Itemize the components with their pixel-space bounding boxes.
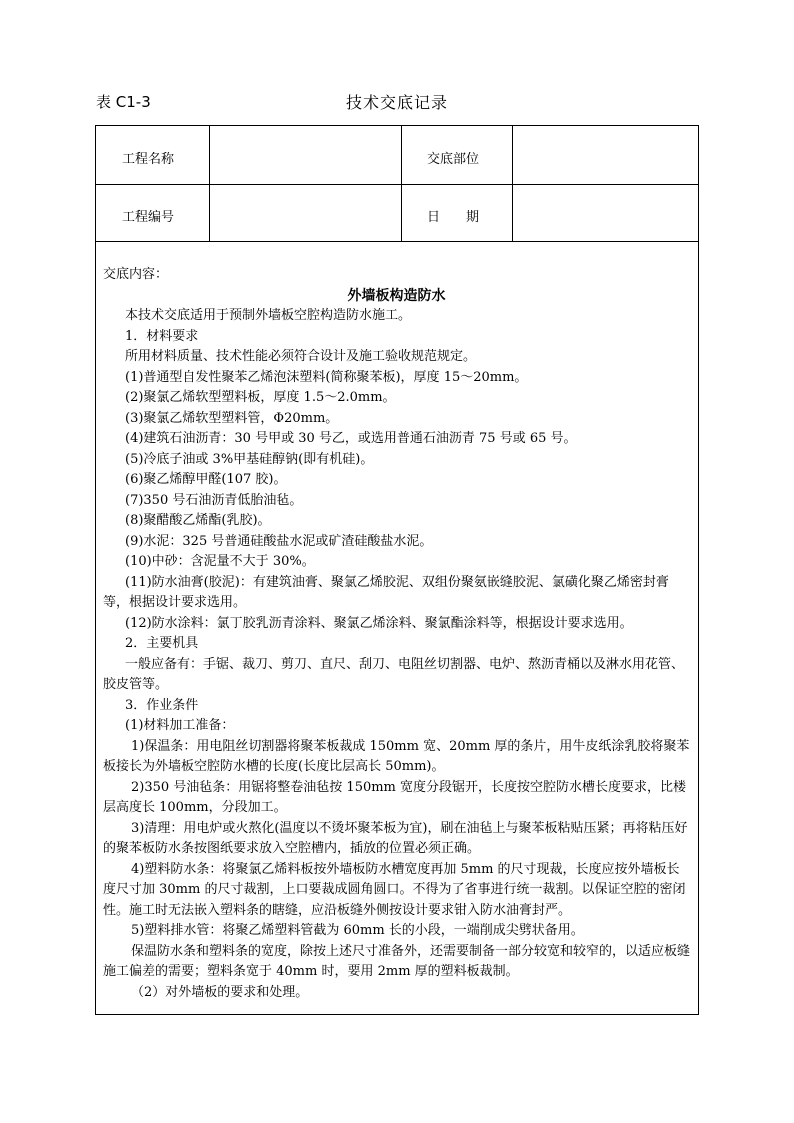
content-paragraph: (8)聚醋酸乙烯酯(乳胶)。: [125, 513, 271, 528]
content-heading: 外墙板构造防水: [347, 287, 446, 304]
form-title: 技术交底记录: [345, 93, 448, 112]
disclosure-content: [96, 242, 698, 1014]
header-row-2: [96, 185, 698, 242]
content-label: 交底内容：: [103, 267, 169, 282]
content-paragraph: (9)水泥：325 号普通硅酸盐水泥或矿渣硅酸盐水泥。: [125, 533, 433, 549]
content-paragraph: (10)中砂：含泥量不大于 30%。: [125, 554, 315, 569]
content-body: [103, 306, 690, 1003]
content-paragraph: (5)冷底子油或 3%甲基硅醇钠(即有机硅)。: [125, 451, 374, 467]
content-paragraph: (7)350 号石油沥青低胎油毡。: [125, 492, 303, 508]
header-row-1: [96, 126, 698, 185]
content-paragraph: 一般应备有：手锯、裁刀、剪刀、直尺、刮刀、电阻丝切割器、电炉、熬沥青桶以及淋水用花管、胶皮管等。: [103, 656, 685, 692]
content-paragraph: 3．作业条件: [125, 697, 199, 713]
content-paragraph: 2)350 号油毡条：用锯将整卷油毡按 150mm 宽度分段锯开，长度按空腔防水槽长度要求，比楼层高度长 100mm，分段加工。: [103, 779, 687, 815]
content-paragraph: (3)聚氯乙烯软型塑料管，Φ20mm。: [125, 410, 339, 426]
content-paragraph: (1)材料加工准备：: [125, 718, 235, 733]
content-paragraph: 所用材料质量、技术性能必须符合设计及施工验收规范规定。: [125, 349, 477, 364]
content-paragraph: (11)防水油膏(胶泥)：有建筑油膏、聚氯乙烯胶泥、双组份聚氨嵌缝胶泥、氯磺化聚乙烯密封膏等，根据设计要求选用。: [103, 574, 669, 610]
content-paragraph: (2)聚氯乙烯软型塑料板，厚度 1.5～2.0mm。: [125, 390, 396, 405]
project-no-label: 工程编号: [122, 210, 175, 225]
content-paragraph: 1)保温条：用电阻丝切割器将聚苯板裁成 150mm 宽、20mm 厚的条片，用牛皮纸涂乳胶将聚苯板接长为外墙板空腔防水槽的长度(长度比层高长 50mm)。: [103, 738, 690, 774]
content-paragraph: 2．主要机具: [125, 636, 199, 651]
content-paragraph: (1)普通型自发性聚苯乙烯泡沫塑料(简称聚苯板)，厚度 15～20mm。: [125, 369, 528, 385]
content-paragraph: 保温防水条和塑料条的宽度，除按上述尺寸准备外，还需要制备一部分较宽和较窄的，以适应板缝施工偏差的需要；塑料条宽于 40mm 时，要用 2mm 厚的塑料板裁制。: [103, 943, 691, 979]
header-divider-1: [209, 126, 210, 242]
content-paragraph: 本技术交底适用于预制外墙板空腔构造防水施工。: [125, 308, 412, 323]
content-paragraph: 3)清理：用电炉或火熬化(温度以不烫坏聚苯板为宜)，刷在油毡上与聚苯板粘贴压紧；再将粘压好的聚苯板防水条按图纸要求放入空腔槽内，插放的位置必须正确。: [103, 820, 688, 856]
content-paragraph: 4)塑料防水条：将聚氯乙烯料板按外墙板防水槽宽度再加 5mm 的尺寸现裁，长度应按外墙板长度尺寸加 30mm 的尺寸裁割，上口要裁成圆角圆口。不得为了省事进行统一裁割。以保证空腔的密闭性。施工时无法嵌入塑料条的瞎缝，应沿板缝外侧按设计要求钳入防水油膏封严。: [103, 861, 686, 918]
header-divider-2: [401, 126, 402, 242]
dept-label: 交底部位: [427, 152, 480, 167]
header-divider-3: [512, 126, 513, 242]
content-paragraph: 5)塑料排水管：将聚乙烯塑料管截为 60mm 长的小段，一端削成尖劈状备用。: [131, 923, 584, 938]
form-code: 表 C1-3: [96, 93, 151, 111]
date-label: 日 期: [427, 210, 480, 225]
project-name-label: 工程名称: [122, 152, 175, 167]
content-paragraph: （2）对外墙板的要求和处理。: [131, 984, 309, 1000]
content-paragraph: (6)聚乙烯醇甲醛(107 胶)。: [125, 472, 287, 487]
content-paragraph: (12)防水涂料：氯丁胶乳沥青涂料、聚氯乙烯涂料、聚氯酯涂料等，根据设计要求选用。: [125, 615, 633, 631]
content-paragraph: (4)建筑石油沥青：30 号甲或 30 号乙，或选用普通石油沥青 75 号或 65 号。: [125, 431, 577, 446]
disclosure-record-sheet: [95, 125, 699, 1015]
content-paragraph: 1．材料要求: [125, 328, 199, 344]
